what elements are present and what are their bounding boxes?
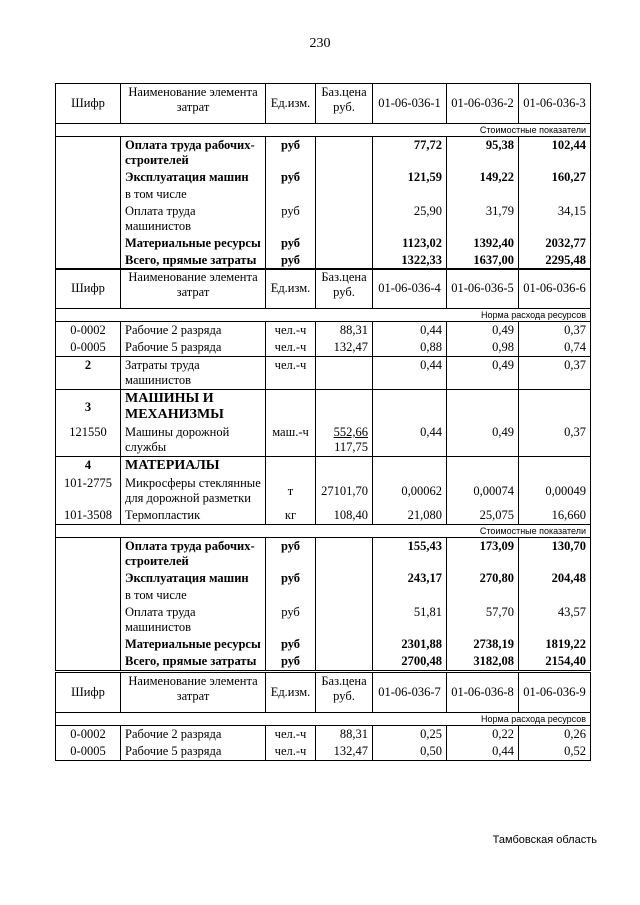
row-code: 101-3508 [56,507,121,525]
row-value-3: 43,57 [519,604,591,636]
row-value-1: 25,90 [373,203,447,235]
row-value-3: 1819,22 [519,636,591,653]
row-value-3: 204,48 [519,570,591,587]
row-value-1: 0,88 [373,339,447,357]
header-code: Шифр [56,269,121,309]
section-note: Стоимостные показатели [56,525,591,538]
table-row [56,322,591,340]
row-value-2: 0,22 [447,726,519,744]
row-value-2: 0,00074 [447,475,519,507]
row-name: Эксплуатация машин [121,570,266,587]
table-row [56,604,591,636]
row-name: Термопластик [121,507,266,525]
row-unit: руб [266,653,316,671]
header-col-2: 01-06-036-8 [447,673,519,713]
table-row [56,726,591,744]
row-unit: чел.-ч [266,339,316,357]
header-price: Баз.цена руб. [316,84,373,124]
row-name: Микросферы стеклянные для дорожной разметки [121,475,266,507]
row-name: в том числе [121,587,266,604]
row-price: 108,40 [316,507,373,525]
table-header [56,84,591,124]
row-price-secondary: 117,75 [334,440,368,454]
row-value-1: 1322,33 [373,252,447,270]
row-name: Затраты труда машинистов [121,357,266,390]
header-code: Шифр [56,84,121,124]
table-header [56,269,591,309]
row-value-1: 51,81 [373,604,447,636]
header-name: Наименование элемента затрат [121,673,266,713]
row-value-2: 95,38 [447,137,519,170]
estimate-table-1 [55,83,591,270]
row-value-2: 1637,00 [447,252,519,270]
row-value-2: 57,70 [447,604,519,636]
row-unit: чел.-ч [266,322,316,340]
row-value-3: 34,15 [519,203,591,235]
row-unit: маш.-ч [266,424,316,457]
table-row [56,538,591,571]
row-value-3: 2154,40 [519,653,591,671]
table-row [56,457,591,476]
row-code: 3 [56,390,121,425]
row-name: Рабочие 2 разряда [121,726,266,744]
header-price: Баз.цена руб. [316,269,373,309]
row-name: Материальные ресурсы [121,636,266,653]
row-name: МАШИНЫ И МЕХАНИЗМЫ [121,390,266,425]
row-value-1: 21,080 [373,507,447,525]
row-value-3: 2032,77 [519,235,591,252]
page-number: 230 [309,36,331,51]
row-value-1: 2700,48 [373,653,447,671]
row-code: 121550 [56,424,121,457]
row-name: Рабочие 5 разряда [121,339,266,357]
header-col-2: 01-06-036-2 [447,84,519,124]
row-name: Оплата труда машинистов [121,203,266,235]
row-unit: руб [266,570,316,587]
row-name: Эксплуатация машин [121,169,266,186]
row-value-3: 0,26 [519,726,591,744]
table-row [56,475,591,507]
row-unit: руб [266,235,316,252]
row-value-3: 0,74 [519,339,591,357]
row-name: Рабочие 5 разряда [121,743,266,761]
row-value-1: 121,59 [373,169,447,186]
table-row [56,653,591,671]
row-name: Машины дорожной службы [121,424,266,457]
row-value-2: 2738,19 [447,636,519,653]
row-unit: т [266,475,316,507]
row-value-1: 243,17 [373,570,447,587]
table-row [56,339,591,357]
table-row [56,357,591,390]
row-value-2: 149,22 [447,169,519,186]
header-col-1: 01-06-036-7 [373,673,447,713]
row-value-2: 1392,40 [447,235,519,252]
table-row [56,203,591,235]
row-price: 88,31 [316,726,373,744]
estimate-table-3 [55,672,591,761]
row-value-2: 0,44 [447,743,519,761]
row-price [316,424,373,457]
row-code: 0-0005 [56,743,121,761]
row-value-2: 0,49 [447,424,519,457]
row-unit: чел.-ч [266,743,316,761]
row-value-3: 102,44 [519,137,591,170]
row-code: 2 [56,357,121,390]
row-unit: руб [266,252,316,270]
row-code: 0-0002 [56,322,121,340]
header-price: Баз.цена руб. [316,673,373,713]
table-row [56,252,591,270]
row-value-2: 173,09 [447,538,519,571]
row-value-2: 31,79 [447,203,519,235]
header-col-3: 01-06-036-9 [519,673,591,713]
row-unit: руб [266,636,316,653]
table-row [56,235,591,252]
row-name: Оплата труда рабочих-строителей [121,538,266,571]
row-name: Всего, прямые затраты [121,653,266,671]
table-row [56,137,591,170]
row-unit: чел.-ч [266,357,316,390]
row-value-1: 0,25 [373,726,447,744]
table-header [56,673,591,713]
table-row [56,507,591,525]
row-value-1: 155,43 [373,538,447,571]
row-value-3: 2295,48 [519,252,591,270]
row-value-1: 0,50 [373,743,447,761]
row-price: 132,47 [316,743,373,761]
row-value-3: 0,37 [519,357,591,390]
row-name: МАТЕРИАЛЫ [121,457,266,476]
row-value-1: 0,44 [373,322,447,340]
row-value-1: 0,44 [373,357,447,390]
section-note: Стоимостные показатели [56,124,591,137]
table-row [56,570,591,587]
table-row [56,424,591,457]
row-value-3: 0,37 [519,322,591,340]
header-col-3: 01-06-036-3 [519,84,591,124]
row-unit: руб [266,604,316,636]
row-value-3: 160,27 [519,169,591,186]
row-unit: руб [266,538,316,571]
row-code: 4 [56,457,121,476]
row-price: 27101,70 [316,475,373,507]
row-code: 101-2775 [56,475,121,507]
row-value-2: 0,49 [447,322,519,340]
row-value-3: 16,660 [519,507,591,525]
row-price-primary: 552,66 [333,425,368,439]
header-col-3: 01-06-036-6 [519,269,591,309]
row-name: Всего, прямые затраты [121,252,266,270]
table-row [56,587,591,604]
row-value-2: 25,075 [447,507,519,525]
row-value-1: 77,72 [373,137,447,170]
row-unit: руб [266,203,316,235]
header-col-1: 01-06-036-4 [373,269,447,309]
header-name: Наименование элемента затрат [121,84,266,124]
row-value-3: 0,37 [519,424,591,457]
section-note: Норма расхода ресурсов [56,309,591,322]
region-footer: Тамбовская область [492,834,597,846]
header-name: Наименование элемента затрат [121,269,266,309]
estimate-table-2 [55,268,591,671]
row-price: 132,47 [316,339,373,357]
row-value-3: 0,52 [519,743,591,761]
row-value-2: 0,49 [447,357,519,390]
header-unit: Ед.изм. [266,673,316,713]
row-code: 0-0005 [56,339,121,357]
header-col-2: 01-06-036-5 [447,269,519,309]
row-value-1: 1123,02 [373,235,447,252]
header-col-1: 01-06-036-1 [373,84,447,124]
table-row [56,636,591,653]
row-unit: руб [266,137,316,170]
row-value-3: 0,00049 [519,475,591,507]
row-price: 88,31 [316,322,373,340]
row-value-1: 2301,88 [373,636,447,653]
table-row [56,186,591,203]
header-unit: Ед.изм. [266,269,316,309]
row-name: в том числе [121,186,266,203]
row-value-2: 270,80 [447,570,519,587]
row-value-2: 3182,08 [447,653,519,671]
row-name: Материальные ресурсы [121,235,266,252]
table-row [56,390,591,425]
row-value-1: 0,00062 [373,475,447,507]
row-unit: кг [266,507,316,525]
row-name: Оплата труда рабочих-строителей [121,137,266,170]
row-value-1: 0,44 [373,424,447,457]
header-code: Шифр [56,673,121,713]
row-name: Рабочие 2 разряда [121,322,266,340]
table-row [56,743,591,761]
row-unit: руб [266,169,316,186]
table-row [56,169,591,186]
row-name: Оплата труда машинистов [121,604,266,636]
section-note: Норма расхода ресурсов [56,713,591,726]
row-unit: чел.-ч [266,726,316,744]
row-value-3: 130,70 [519,538,591,571]
row-value-2: 0,98 [447,339,519,357]
header-unit: Ед.изм. [266,84,316,124]
row-code: 0-0002 [56,726,121,744]
